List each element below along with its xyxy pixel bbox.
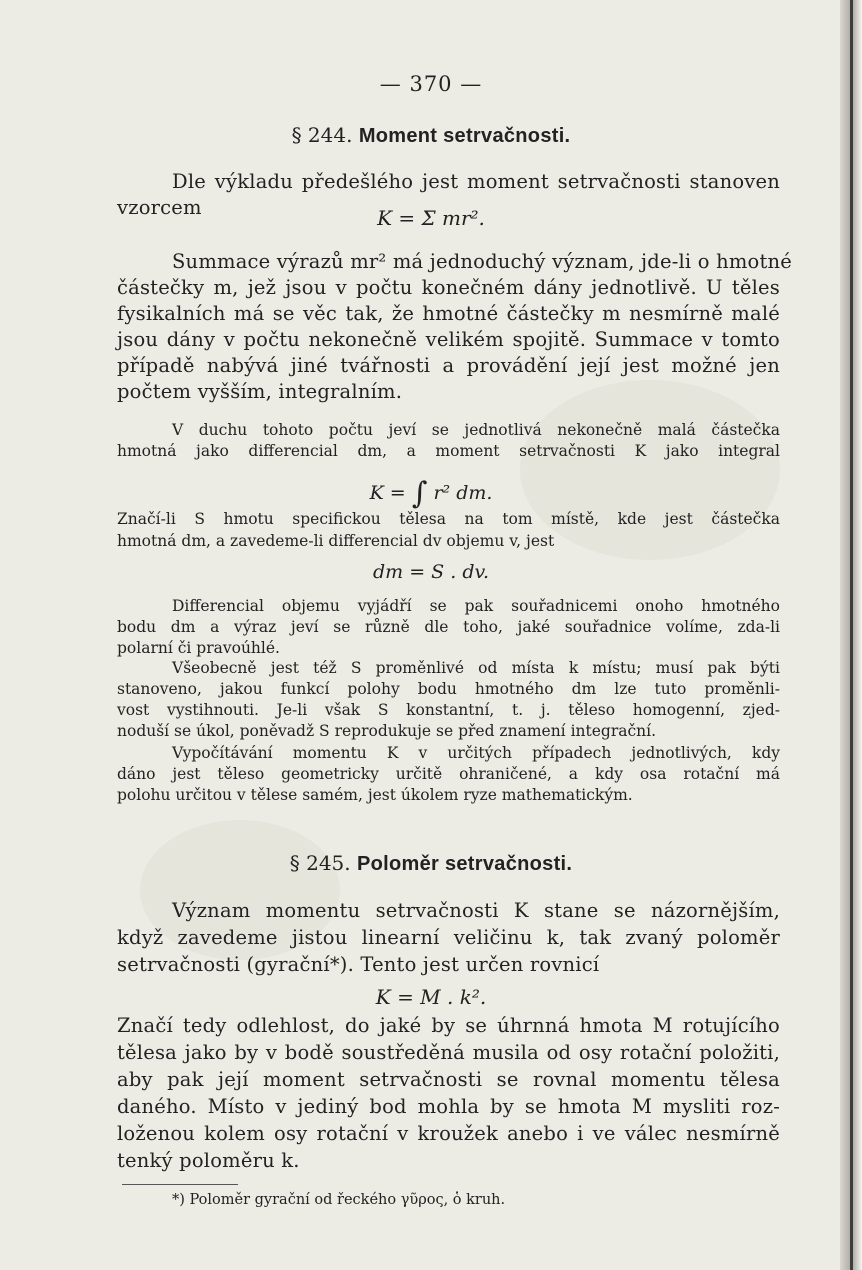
formula-lhs: K = <box>369 482 406 504</box>
section-heading-245 <box>0 851 862 876</box>
text-line: případě nabývá jiné tvářnosti a provádění její jest možné jen <box>117 354 780 377</box>
integral-sign: ∫ <box>411 476 428 511</box>
section-title: Poloměr setrvačnosti. <box>356 853 573 875</box>
text-line: aby pak její moment setrvačnosti se rovnal momentu tělesa <box>117 1068 780 1091</box>
text-line: bodu dm a výraz jeví se různě dle toho, jaké souřadnice volíme, zda-li <box>117 618 780 636</box>
text-line: vost vystihnouti. Je-li však S konstantní, t. j. těleso homogenní, zjed- <box>117 701 780 719</box>
text-line: polarní či pravoúhlé. <box>117 639 280 657</box>
text-line: fysikalních má se věc tak, že hmotné částečky m nesmírně malé <box>117 302 780 325</box>
formula-rhs: r² dm. <box>433 482 493 504</box>
text-line: noduší se úkol, poněvadž S reprodukuje se před znamení integrační. <box>117 722 657 740</box>
text-line: tělesa jako by v bodě soustředěná musila od osy rotační položiti, <box>117 1041 780 1064</box>
text-line: hmotná dm, a zavedeme-li differencial dv objemu v, jest <box>117 532 555 550</box>
section-heading-244 <box>0 123 862 148</box>
text-line: dáno jest těleso geometricky určitě ohraničené, a kdy osa rotační má <box>117 765 780 783</box>
text-line: Dle výkladu předešlého jest moment setrvačnosti stanoven <box>172 170 780 193</box>
text-line: stanoveno, jakou funkcí polohy bodu hmotného dm lze tuto proměnli- <box>117 680 780 698</box>
text-line: hmotná jako differencial dm, a moment setrvačnosti K jako integral <box>117 442 780 460</box>
text-line: když zavedeme jistou linearní veličinu k, tak zvaný poloměr <box>117 926 780 949</box>
text-line: jsou dány v počtu nekonečně velikém spojitě. Summace v tomto <box>117 328 780 351</box>
text-line: Summace výrazů mr² má jednoduchý význam, jde-li o hmotné <box>172 250 793 273</box>
section-sign: § 245. <box>289 851 351 875</box>
section-sign: § 244. <box>291 123 353 147</box>
section-title: Moment setrvačnosti. <box>358 125 571 147</box>
page-number: — 370 — <box>379 72 483 96</box>
text-line: Vypočítávání momentu K v určitých případech jednotlivých, kdy <box>172 744 780 762</box>
text-line: tenký poloměru k. <box>117 1149 300 1172</box>
formula-moment: K = Σ mr². <box>377 206 485 230</box>
page-binding-edge <box>840 0 862 1270</box>
text-line: Značí tedy odlehlost, do jaké by se úhrnná hmota M rotujícího <box>117 1014 780 1037</box>
formula-radius: K = M . k². <box>375 985 487 1009</box>
text-line: počtem vyšším, integralním. <box>117 380 403 403</box>
text-line: daného. Místo v jediný bod mohla by se hmota M mysliti roz- <box>117 1095 780 1118</box>
text-line: Differencial objemu vyjádří se pak souřadnicemi onoho hmotného <box>172 597 780 615</box>
text-line: částečky m, jež jsou v počtu konečném dány jednotlivě. U těles <box>117 276 780 299</box>
footnote: *) Poloměr gyrační od řeckého γῦρος, ὁ kruh. <box>172 1192 506 1208</box>
text-line: Všeobecně jest též S proměnlivé od místa k místu; musí pak býti <box>172 659 780 677</box>
formula-integral <box>0 472 862 511</box>
footnote-divider <box>122 1184 238 1185</box>
text-line: loženou kolem osy rotační v kroužek anebo i ve válec nesmírně <box>117 1122 780 1145</box>
text-line: Značí-li S hmotu specifickou tělesa na tom místě, kde jest částečka <box>117 510 780 528</box>
formula-dm: dm = S . dv. <box>373 561 489 583</box>
text-line: V duchu tohoto počtu jeví se jednotlivá nekonečně malá částečka <box>172 421 780 439</box>
text-line: vzorcem <box>117 196 202 219</box>
text-line: setrvačnosti (gyrační*). Tento jest určen rovnicí <box>117 953 600 976</box>
text-line: polohu určitou v tělese samém, jest úkolem ryze mathematickým. <box>117 786 633 804</box>
text-line: Význam momentu setrvačnosti K stane se názornějším, <box>172 899 780 922</box>
